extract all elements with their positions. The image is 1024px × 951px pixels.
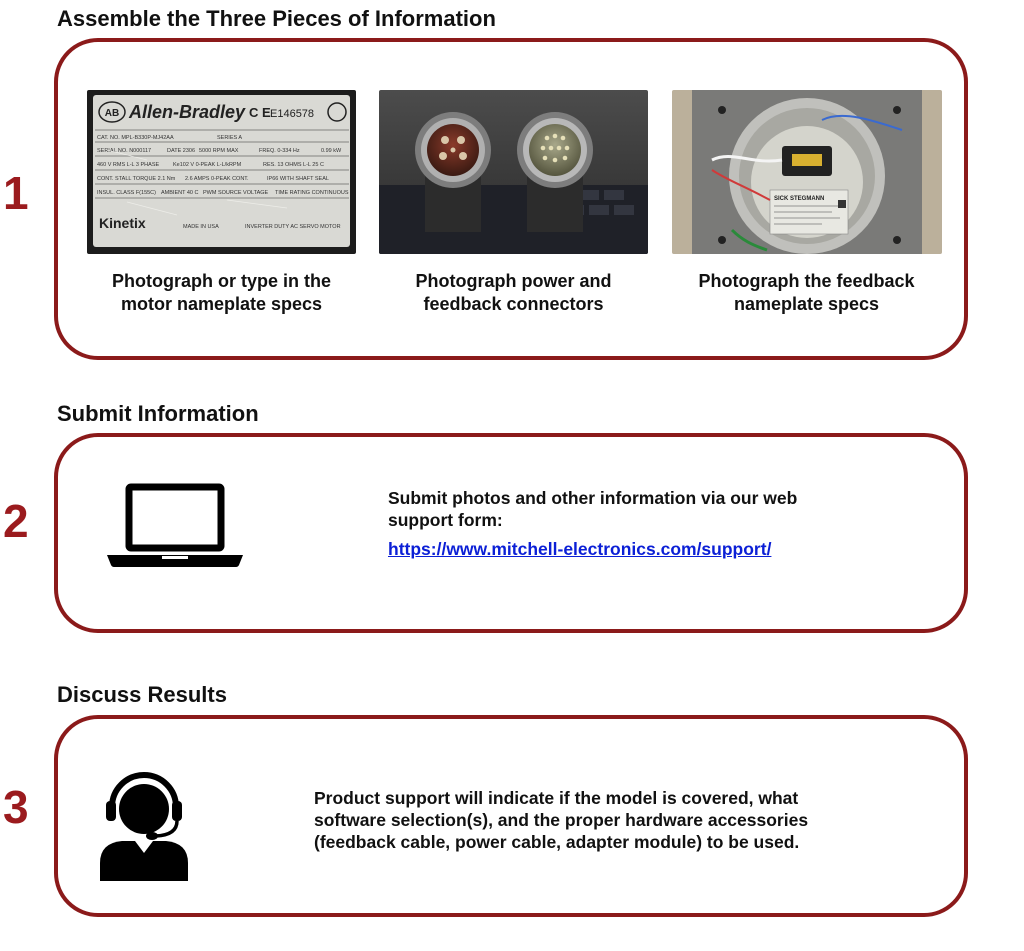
caption-connectors-line2: feedback connectors: [423, 294, 604, 314]
nameplate-row5-col2: AMBIENT 40 C: [161, 190, 199, 196]
section-heading-discuss: Discuss Results: [57, 682, 227, 707]
caption-motor-nameplate-line2: motor nameplate specs: [120, 294, 323, 314]
nameplate-row2-col3: 5000 RPM MAX: [199, 148, 239, 154]
section-heading-assemble: Assemble the Three Pieces of Information: [57, 6, 496, 31]
nameplate-row3-col1: 460 V RMS L-L 3 PHASE: [97, 162, 160, 168]
nameplate-ce-mark: C E: [249, 105, 271, 120]
submit-instructions-line2: support form:: [388, 510, 503, 530]
nameplate-row3-col3: RES. 13 OHMS L-L 25 C: [263, 162, 324, 168]
results-description: [314, 787, 914, 853]
nameplate-row4-col2: 2.6 AMPS 0-PEAK CONT.: [185, 176, 249, 182]
panel-submit: [54, 433, 968, 633]
nameplate-row3-col2: Ke102 V 0-PEAK L-L/kRPM: [173, 162, 242, 168]
motor-nameplate-photo: [87, 90, 356, 254]
caption-feedback-nameplate: [652, 270, 961, 316]
panel-assemble: [54, 38, 968, 360]
submit-instructions: [388, 487, 928, 560]
caption-motor-nameplate-line1: Photograph or type in the: [112, 271, 331, 291]
nameplate-product-line: Kinetix: [99, 215, 146, 231]
nameplate-brand: Allen-Bradley: [129, 102, 246, 122]
step-number-1: 1: [3, 167, 29, 219]
nameplate-row2-col5: 0.99 kW: [321, 148, 342, 154]
nameplate-row5-col3: PWM SOURCE VOLTAGE: [203, 190, 269, 196]
nameplate-duty: INVERTER DUTY AC SERVO MOTOR: [245, 224, 341, 230]
nameplate-row2-col2: DATE 2306: [167, 148, 196, 154]
feedback-label-brand: SICK STEGMANN: [774, 196, 825, 202]
nameplate-cert-number: E146578: [270, 108, 315, 120]
svg-text:AB: AB: [104, 108, 120, 119]
results-description-line3: (feedback cable, power cable, adapter module) to be used.: [314, 832, 800, 852]
caption-connectors: [359, 270, 668, 316]
panel-discuss: [54, 715, 968, 917]
caption-connectors-line1: Photograph power and: [415, 271, 612, 291]
support-form-link[interactable]: https://www.mitchell-electronics.com/support/: [388, 539, 772, 559]
nameplate-row1-col2: SERIES A: [217, 135, 243, 141]
caption-feedback-nameplate-line1: Photograph the feedback: [698, 271, 915, 291]
caption-feedback-nameplate-line2: nameplate specs: [733, 294, 880, 314]
nameplate-row4-col1: CONT. STALL TORQUE 2.1 Nm: [97, 176, 176, 182]
results-description-line2: software selection(s), and the proper hardware accessories: [314, 810, 809, 830]
feedback-device-photo: [672, 90, 942, 254]
nameplate-row5-col4: TIME RATING CONTINUOUS: [275, 190, 349, 196]
nameplate-row5-col1: INSUL. CLASS F(155C): [97, 190, 156, 196]
nameplate-row2-col4: FREQ. 0-334 Hz: [259, 148, 300, 154]
submit-instructions-line1: Submit photos and other information via our web: [388, 488, 798, 508]
support-agent-headset-icon: [94, 769, 194, 881]
step-number-2: 2: [3, 495, 29, 547]
nameplate-row4-col3: IP66 WITH SHAFT SEAL: [267, 176, 329, 182]
nameplate-row2-col1: SERIAL NO. N000117: [97, 148, 152, 154]
section-heading-submit: Submit Information: [57, 401, 259, 426]
nameplate-row1-col1: CAT. NO. MPL-B330P-MJ42AA: [97, 135, 174, 141]
connectors-photo: [379, 90, 648, 254]
nameplate-origin: MADE IN USA: [183, 224, 219, 230]
laptop-icon: [105, 481, 245, 569]
step-number-3: 3: [3, 781, 29, 833]
results-description-line1: Product support will indicate if the model is covered, what: [314, 788, 799, 808]
caption-motor-nameplate: [67, 270, 376, 316]
